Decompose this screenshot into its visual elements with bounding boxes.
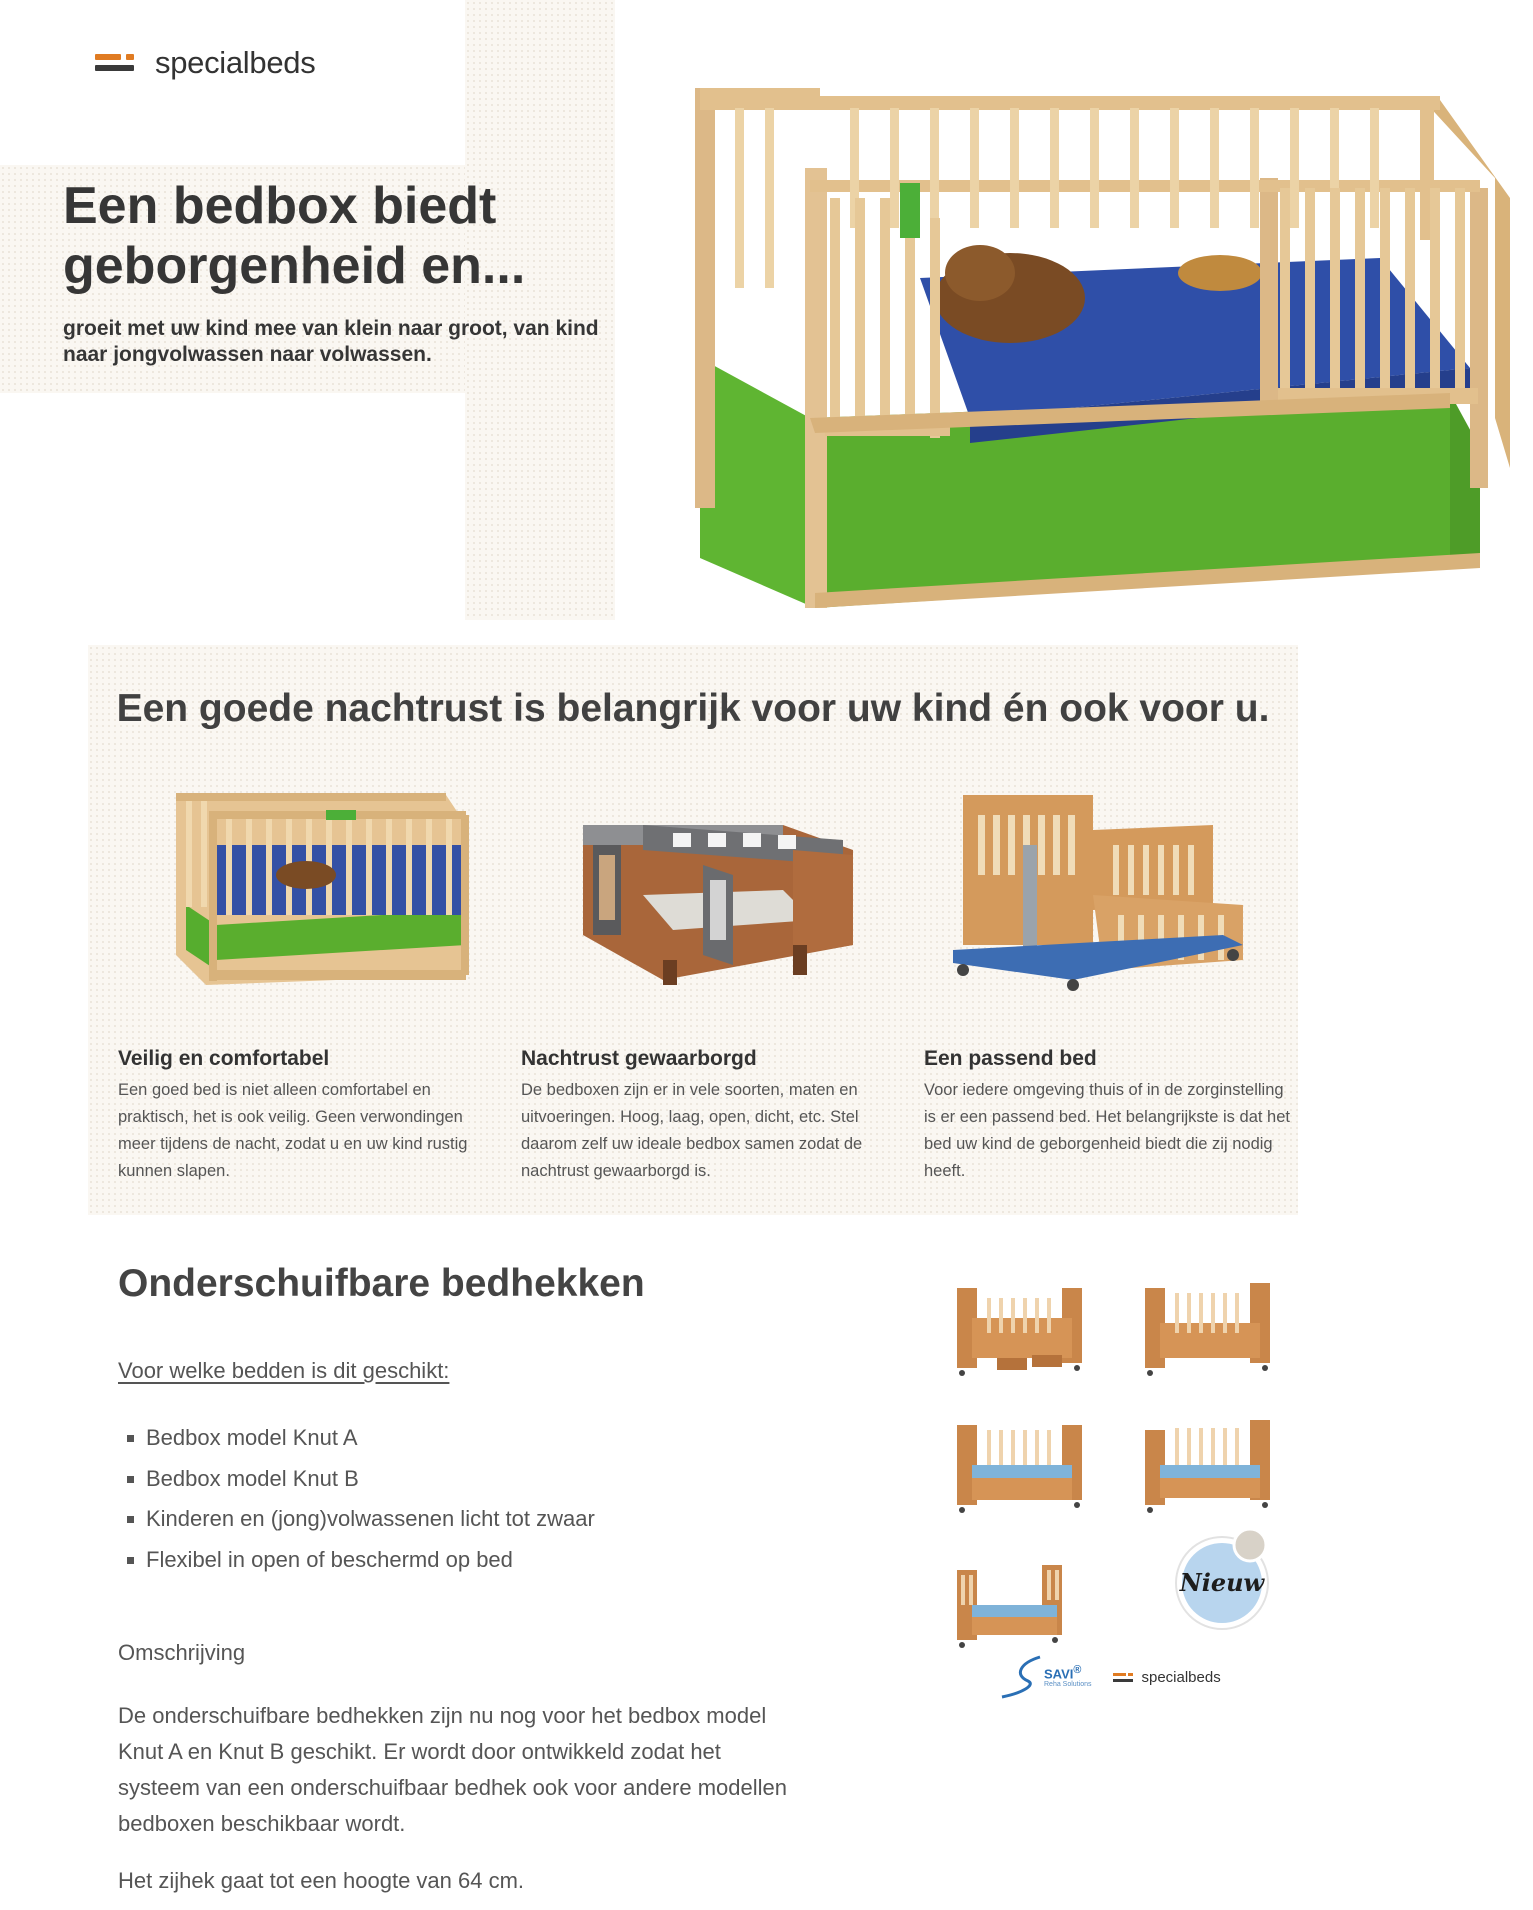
product-thumbnail[interactable] [1135, 1273, 1280, 1388]
list-item: Bedbox model Knut B [125, 1459, 595, 1500]
feature-image-adjustable-bed [943, 785, 1273, 1005]
product-thumbnail[interactable] [947, 1273, 1092, 1388]
logo-text: specialbeds [155, 45, 316, 80]
product-title: Onderschuifbare bedhekken [118, 1262, 645, 1305]
hero-title: Een bedbox biedt geborgenheid en... [63, 177, 526, 295]
suitable-beds-link[interactable]: Voor welke bedden is dit geschikt: [118, 1358, 450, 1383]
list-item: Kinderen en (jong)volwassenen licht tot zwaar [125, 1499, 595, 1540]
product-thumbnail[interactable] [1135, 1410, 1280, 1525]
feature-text-safe: Een goed bed is niet alleen comfortabel en praktisch, het is ook veilig. Geen verwondingen meer tijdens de nacht, zodat u en uw kind rustig kunnen slapen. [118, 1081, 468, 1180]
description-text: De onderschuifbare bedhekken zijn nu nog voor het bedbox model Knut A en Knut B geschikt. Er wordt door ontwikkeld zodat het systeem van een onderschuifbaar bedhek ook voor andere modellen bedboxen beschikbaar wordt. [118, 1703, 787, 1836]
description-heading: Omschrijving [118, 1640, 246, 1665]
product-thumbnail[interactable] [947, 1410, 1092, 1525]
feature-title-passend: Een passend bed [924, 1047, 1097, 1070]
partner-logos [1000, 1655, 1221, 1700]
feature-text-nachtrust: De bedboxen zijn er in vele soorten, maten en uitvoeringen. Hoog, laag, open, dicht, etc. Stel daarom zelf uw ideale bedbox samen zodat de nachtrust gewaarborgd is. [521, 1081, 863, 1180]
feature-title-nachtrust: Nachtrust gewaarborgd [521, 1047, 757, 1070]
list-item: Flexibel in open of beschermd op bed [125, 1540, 595, 1581]
logo-mark-icon [95, 52, 135, 74]
savi-swoosh-icon [1000, 1655, 1042, 1700]
suitable-beds-list [125, 1418, 595, 1580]
site-logo[interactable] [95, 45, 315, 81]
hero-bedbox-image [680, 88, 1510, 618]
feature-image-closed-bedbox [553, 785, 883, 1005]
savi-registered-mark: ® [1073, 1663, 1082, 1676]
hero-background-strip [465, 0, 615, 620]
feature-title-safe: Veilig en comfortabel [118, 1047, 330, 1070]
list-item: Bedbox model Knut A [125, 1418, 595, 1459]
specialbeds-small-logo [1113, 1669, 1220, 1686]
savi-logo [1000, 1655, 1091, 1700]
hero-subtitle: groeit met uw kind mee van klein naar groot, van kind naar jongvolwassen naar volwassen. [63, 317, 599, 366]
logo-mark-icon [1113, 1672, 1133, 1683]
nachtrust-section [88, 645, 1298, 1215]
savi-name: SAVI [1044, 1666, 1074, 1681]
specialbeds-small-text: specialbeds [1141, 1669, 1221, 1686]
product-thumbnail[interactable] [947, 1545, 1092, 1660]
height-note: Het zijhek gaat tot een hoogte van 64 cm. [118, 1868, 525, 1893]
feature-image-green-bedbox [166, 785, 496, 1005]
savi-tagline: Reha Solutions [1044, 1681, 1092, 1688]
new-badge-text: Nieuw [1179, 1568, 1265, 1597]
new-badge-icon [1170, 1523, 1272, 1633]
feature-text-passend: Voor iedere omgeving thuis of in de zorginstelling is er een passend bed. Het belangrijkste is dat het bed uw kind de geborgenheid biedt die zij nodig heeft. [924, 1081, 1290, 1180]
section-title: Een goede nachtrust is belangrijk voor uw kind én ook voor u. [116, 687, 1270, 730]
